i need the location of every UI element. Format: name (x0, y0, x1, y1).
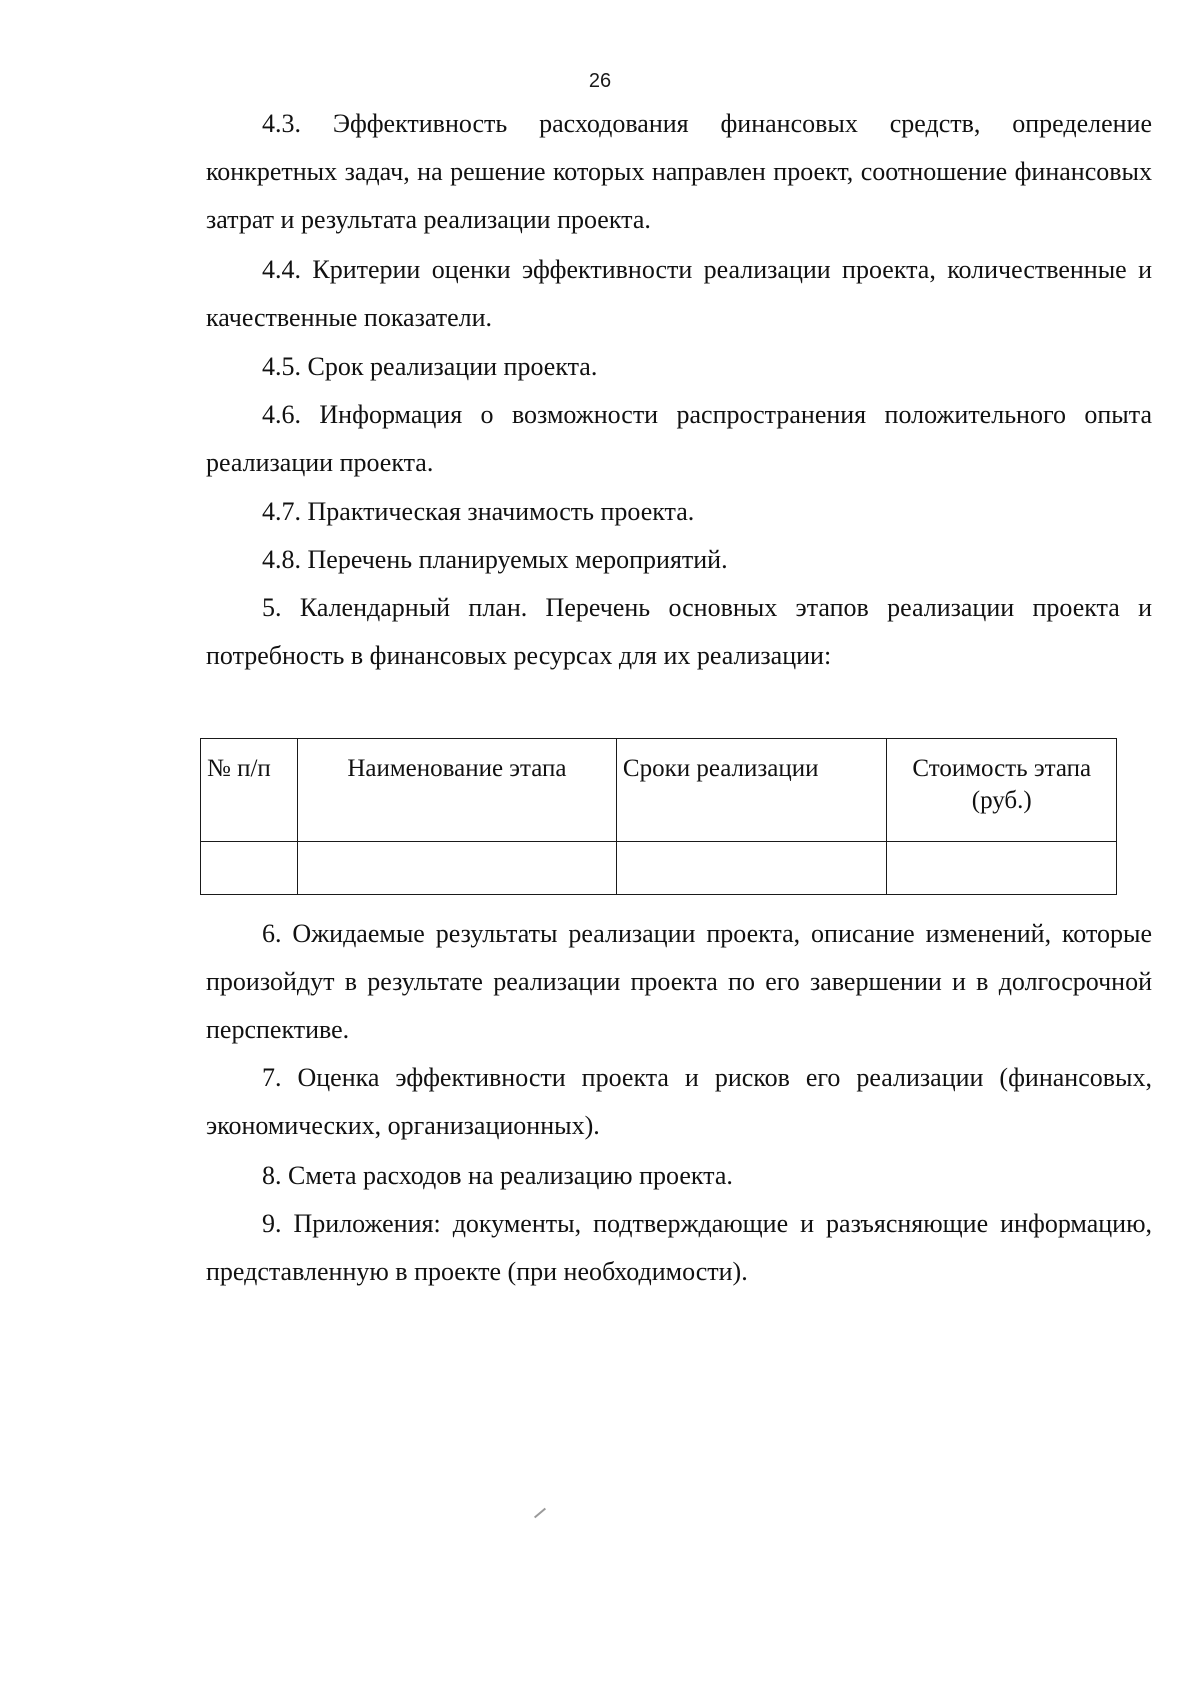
calendar-plan-table (200, 738, 1117, 895)
paragraph-5: 5. Календарный план. Перечень основных этапов реализации проекта и потребность в финансовых ресурсах для их реализации: (206, 593, 1152, 670)
paragraph-4-4: 4.4. Критерии оценки эффективности реализации проекта, количественные и качественные показатели. (206, 255, 1152, 332)
paragraph-9: 9. Приложения: документы, подтверждающие и разъясняющие информацию, представленную в проекте (при необходимости). (206, 1209, 1152, 1286)
paragraph-4-8: 4.8. Перечень планируемых мероприятий. (262, 545, 728, 574)
header-cost: Стоимость этапа (руб.) (887, 739, 1117, 842)
header-term: Сроки реализации (616, 739, 887, 842)
paragraph-8: 8. Смета расходов на реализацию проекта. (262, 1161, 733, 1190)
header-stage-name: Наименование этапа (297, 739, 616, 842)
table-cell (297, 842, 616, 895)
paragraph-4-5: 4.5. Срок реализации проекта. (262, 352, 598, 381)
table-header-row (201, 739, 1117, 842)
table-cell (887, 842, 1117, 895)
table-cell (201, 842, 298, 895)
paragraph-7: 7. Оценка эффективности проекта и рисков его реализации (финансовых, экономических, организационных). (206, 1063, 1152, 1140)
table-cell (616, 842, 887, 895)
header-number: № п/п (201, 739, 298, 842)
table-row (201, 842, 1117, 895)
paragraph-4-6: 4.6. Информация о возможности распространения положительного опыта реализации проекта. (206, 400, 1152, 477)
paragraph-4-3: 4.3. Эффективность расходования финансовых средств, определение конкретных задач, на решение которых направлен проект, соотношение финансовых затрат и результата реализации проекта. (206, 109, 1152, 234)
paragraph-6: 6. Ожидаемые результаты реализации проекта, описание изменений, которые произойдут в результате реализации проекта по его завершении и в долгосрочной перспективе. (206, 919, 1152, 1044)
paragraph-4-7: 4.7. Практическая значимость проекта. (262, 497, 695, 526)
page-number: 26 (588, 70, 612, 92)
scan-artifact (534, 1508, 546, 1519)
